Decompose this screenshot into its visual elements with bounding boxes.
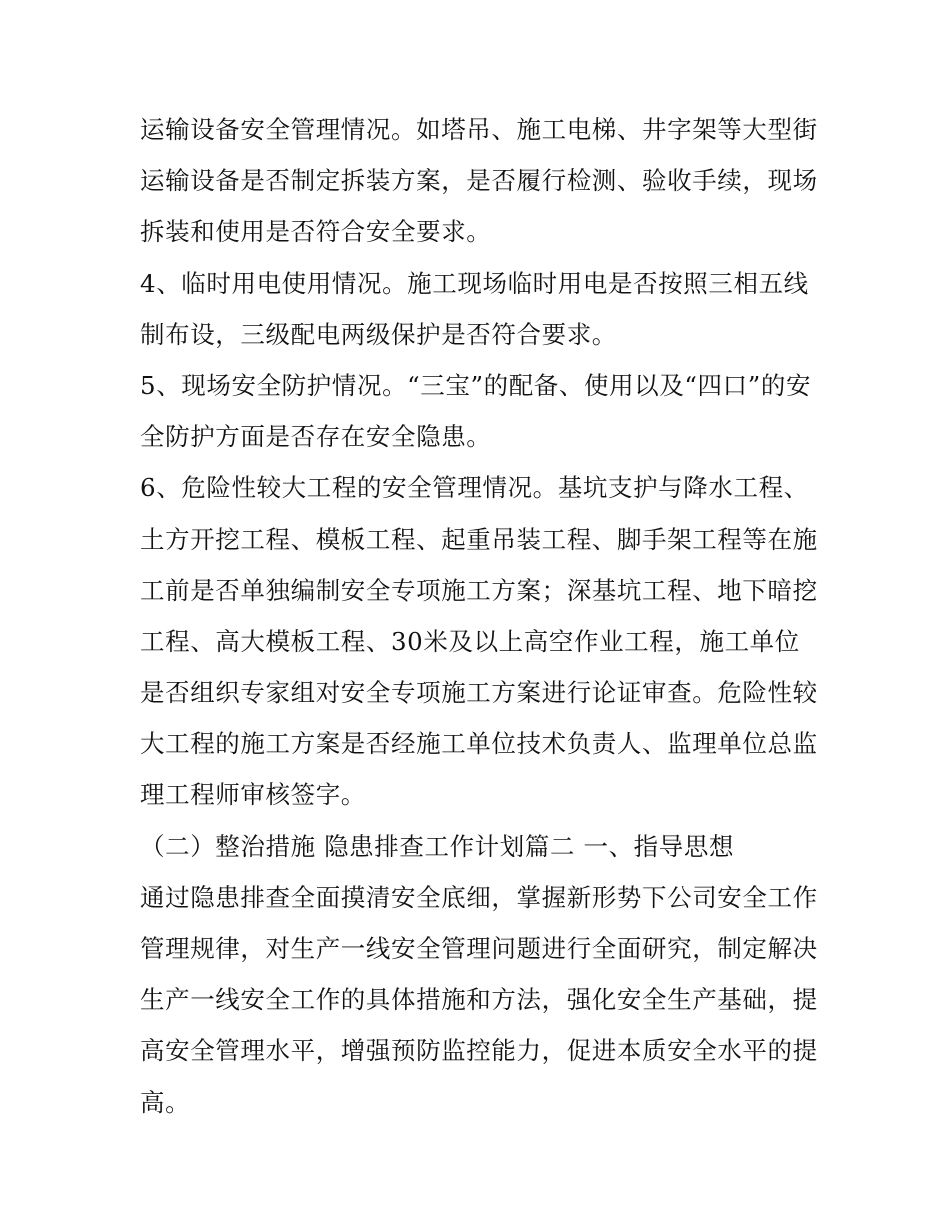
text-line: 高安全管理水平，增强预防监控能力，促进本质安全水平的提 [140, 1036, 818, 1066]
text-line: 4、临时用电使用情况。施工现场临时用电是否按照三相五线 [140, 268, 809, 298]
section-heading-line: （二）整治措施 隐患排查工作计划篇二 一、指导思想 [140, 831, 735, 861]
document-body [140, 104, 820, 1128]
text-line: 工前是否单独编制安全专项施工方案；深基坑工程、地下暗挖 [140, 575, 818, 605]
text-line: 运输设备是否制定拆装方案，是否履行检测、验收手续，现场 [140, 166, 818, 196]
text-line: 是否组织专家组对安全专项施工方案进行论证审查。危险性较 [140, 678, 818, 708]
text-line: 管理规律，对生产一线安全管理问题进行全面研究，制定解决 [140, 934, 818, 963]
text-line: 高。 [140, 1087, 191, 1117]
text-line: 生产一线安全工作的具体措施和方法，强化安全生产基础，提 [140, 985, 818, 1015]
text-line: 拆装和使用是否符合安全要求。 [140, 217, 492, 247]
text-line: 大工程的施工方案是否经施工单位技术负责人、监理单位总监 [140, 729, 818, 759]
text-line: 制布设，三级配电两级保护是否符合要求。 [140, 319, 617, 349]
text-line: 通过隐患排查全面摸清安全底细，掌握新形势下公司安全工作 [140, 882, 818, 912]
text-line: 5、现场安全防护情况。“三宝”的配备、使用以及“四口”的安 [140, 370, 812, 400]
text-line: 工程、高大模板工程、30米及以上高空作业工程，施工单位 [140, 626, 800, 656]
text-line: 土方开挖工程、模板工程、起重吊装工程、脚手架工程等在施 [140, 524, 818, 554]
text-line: 全防护方面是否存在安全隐患。 [140, 422, 492, 452]
text-line: 6、危险性较大工程的安全管理情况。基坑支护与降水工程、 [140, 473, 809, 503]
text-line: 理工程师审核签字。 [140, 780, 366, 810]
text-line: 运输设备安全管理情况。如塔吊、施工电梯、井字架等大型街 [140, 115, 818, 144]
